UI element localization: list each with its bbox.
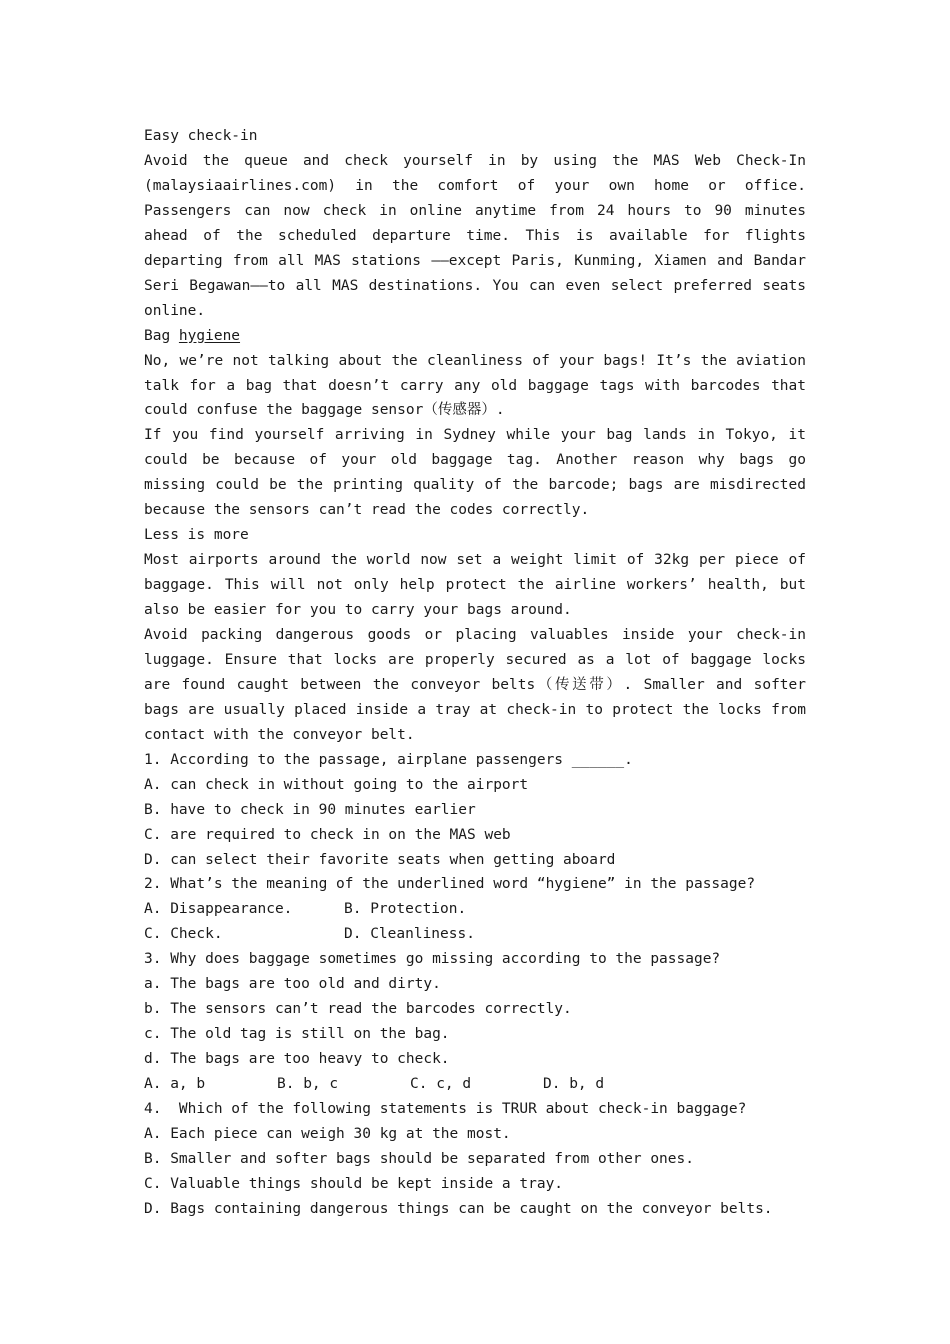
paragraph-bag-hygiene-2: If you find yourself arriving in Sydney while your bag lands in Tokyo, it could be because of your old baggage tag. Another reason why bags go missing could be the printing quality of the barcode; bags are misdirected because the sensors can’t read the codes correctly.: [144, 427, 806, 519]
question-3-option-b: B. b, c: [277, 1075, 339, 1092]
question-3-statement-d: d. The bags are too heavy to check.: [144, 1051, 450, 1068]
question-4-option-b: B. Smaller and softer bags should be separated from other ones.: [144, 1150, 694, 1167]
question-3-statement-b: b. The sensors can’t read the barcodes correctly.: [144, 1001, 572, 1018]
question-2-option-a: A. Disappearance.: [144, 901, 293, 918]
question-1-option-b: B. have to check in 90 minutes earlier: [144, 801, 476, 818]
question-3-options-row: [144, 1072, 806, 1097]
document-page: [144, 124, 806, 1222]
question-2-options-row-1: [144, 897, 806, 922]
paragraph-less-is-more-1: Most airports around the world now set a weight limit of 32kg per piece of baggage. This will not only help protect the airline workers’ health, but also be easier for you to carry your bags around.: [144, 552, 806, 619]
paragraph-easy-checkin: Avoid the queue and check yourself in by using the MAS Web Check-In (malaysiaairlines.com) in the comfort of your own home or office. Passengers can now check in online anytime from 24 hours to 90 minutes ahead of the scheduled departure time. This is available for flights departing from all MAS stations ——except Paris, Kunming, Xiamen and Bandar Seri Begawan——to all MAS destinations. You can even select preferred seats online.: [144, 152, 806, 319]
question-4-option-a: A. Each piece can weigh 30 kg at the most.: [144, 1125, 511, 1142]
question-3-option-d: D. b, d: [543, 1075, 605, 1092]
question-1-option-d: D. can select their favorite seats when getting aboard: [144, 851, 616, 868]
question-3-option-c: C. c, d: [410, 1075, 472, 1092]
question-4-option-d: D. Bags containing dangerous things can be caught on the conveyor belts.: [144, 1200, 773, 1217]
question-1-option-a: A. can check in without going to the airport: [144, 776, 529, 793]
underlined-word-hygiene: hygiene: [178, 327, 241, 344]
question-3-statement-a: a. The bags are too old and dirty.: [144, 976, 441, 993]
question-3-stem: 3. Why does baggage sometimes go missing according to the passage?: [144, 951, 721, 968]
question-4-stem: 4. Which of the following statements is TRUR about check-in baggage?: [144, 1100, 747, 1117]
question-2-option-d: D. Cleanliness.: [344, 926, 475, 943]
paragraph-bag-hygiene-1: No, we’re not talking about the cleanliness of your bags! It’s the aviation talk for a bag that doesn’t carry any old baggage tags with barcodes that could confuse the baggage sensor（传感器）.: [144, 352, 806, 419]
section-heading-bag-hygiene: [144, 324, 806, 349]
question-2-option-c: C. Check.: [144, 926, 223, 943]
question-2-stem: 2. What’s the meaning of the underlined word “hygiene” in the passage?: [144, 876, 756, 893]
heading-prefix: Bag: [144, 327, 179, 344]
section-heading-easy-checkin: Easy check-in: [144, 128, 258, 144]
question-2-option-b: B. Protection.: [344, 901, 467, 918]
question-3-option-a: A. a, b: [144, 1075, 206, 1092]
question-1-stem: 1. According to the passage, airplane passengers ______.: [144, 751, 633, 768]
question-3-statement-c: c. The old tag is still on the bag.: [144, 1026, 450, 1043]
question-2-options-row-2: [144, 922, 806, 947]
question-4-option-c: C. Valuable things should be kept inside a tray.: [144, 1175, 564, 1192]
question-1-option-c: C. are required to check in on the MAS web: [144, 826, 511, 843]
section-heading-less-is-more: Less is more: [144, 527, 249, 544]
paragraph-less-is-more-2: Avoid packing dangerous goods or placing valuables inside your check-in luggage. Ensure that locks are properly secured as a lot of baggage locks are found caught between the conveyor belts（传送带）. Smaller and softer bags are usually placed inside a tray at check-in to protect the locks from contact with the conveyor belt.: [144, 627, 806, 743]
